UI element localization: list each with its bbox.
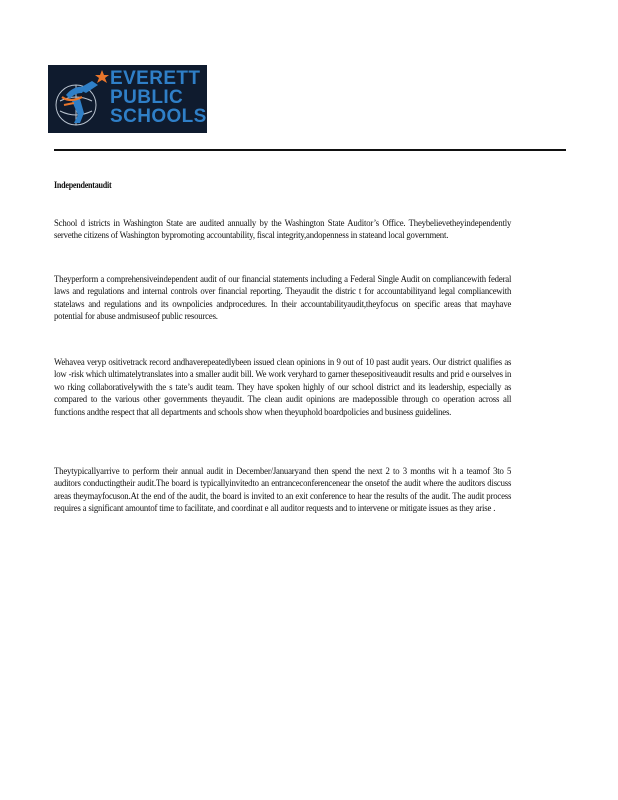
header-divider [54, 149, 566, 151]
district-logo [48, 65, 207, 133]
paragraph-1: School d istricts in Washington State are audited annually by the Washington State Auditor’s Office. Theybelievetheyindependently servethe citizens of Washington bypromoting accountability, fiscal integrity,andopenness in stateand local government. [54, 218, 512, 242]
logo-line-3: SCHOOLS [110, 106, 207, 127]
section-heading: Independentaudit [54, 181, 112, 191]
logo-wordmark [110, 69, 207, 126]
paragraph-2: Theyperform a comprehensiveindependent audit of our financial statements including a Federal Single Audit on compliancewith federal laws and regulations and internal controls over financial reporting. Theyaudit the distric t for accountabilityand legal compliancewith statelaws and regulations and its ownpolicies andprocedures. In their accountabilityaudit,theyfocus on specific areas that mayhave potential for abuse andmisuseof public resources. [54, 274, 512, 323]
runner-star-icon [52, 67, 110, 131]
paragraph-4: Theytypicallyarrive to perform their annual audit in December/Januaryand then spend the next 2 to 3 months wit h a teamof 3to 5 auditors conductingtheir audit.The board is typicallyinvitedto an entranceconferencenear the onsetof the audit where the auditors discuss areas theymayfocuson.At the end of the audit, the board is invited to an exit conference to hear the results of the audit. The audit process requires a significant amountof time to facilitate, and coordinat e all auditor requests and to intervene or mitigate issues as they arise . [54, 466, 512, 515]
logo-line-2: PUBLIC [110, 87, 184, 108]
logo-line-1: EVERETT [110, 68, 201, 89]
paragraph-3: Wehavea veryp ositivetrack record andhaverepeatedlybeen issued clean opinions in 9 out of 10 past audit years. Our district qualifies as low -risk which ultimatelytranslates into a smaller audit bill. We work veryhard to garner thesepositiveaudit results and prid e ourselves in wo rking collaborativelywith the s tate’s audit team. They have spoken highly of our school district and its leadership, especially as compared to the various other governments theyaudit. The clean audit opinions are madepossible through co operation across all functions andthe respect that all departments and schools show when theyuphold boardpolicies and business guidelines. [54, 357, 512, 418]
